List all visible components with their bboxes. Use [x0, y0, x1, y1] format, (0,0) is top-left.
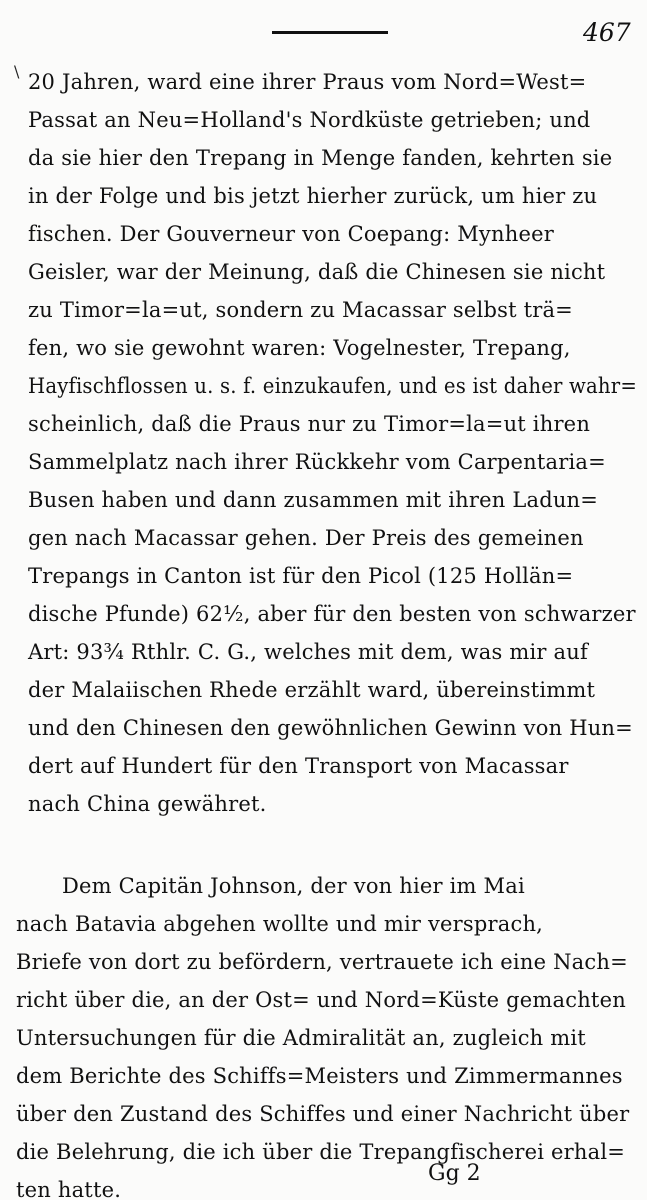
text-line: gen nach Macassar gehen. Der Preis des gemeinen [28, 526, 584, 550]
text-line: nach China gewähret. [28, 792, 267, 816]
text-line: Trepangs in Canton ist für den Picol (125 Hollän= [28, 564, 574, 588]
text-line: Geisler, war der Meinung, daß die Chinesen sie nicht [28, 260, 606, 284]
text-line: Dem Capitän Johnson, der von hier im Mai [62, 874, 525, 898]
text-line: der Malaiischen Rhede erzählt ward, übereinstimmt [28, 678, 596, 702]
page-number: 467 [583, 18, 631, 47]
text-line: Hayfischflossen u. s. f. einzukaufen, und es ist daher wahr= [28, 374, 637, 398]
text-line: Sammelplatz nach ihrer Rückkehr vom Carpentaria= [28, 450, 606, 474]
text-line: Untersuchungen für die Admiralität an, zugleich mit [16, 1026, 586, 1050]
text-line: dert auf Hundert für den Transport von Macassar [28, 754, 569, 778]
text-line: richt über die, an der Ost= und Nord=Küste gemachten [16, 988, 626, 1012]
text-line: die Belehrung, die ich über die Trepangfischerei erhal= [16, 1140, 626, 1164]
header-rule [272, 31, 388, 34]
text-line: Passat an Neu=Holland's Nordküste getrieben; und [28, 108, 591, 132]
text-line: in der Folge und bis jetzt hierher zurück, um hier zu [28, 184, 598, 208]
signature-mark: Gg 2 [428, 1161, 481, 1186]
text-line: da sie hier den Trepang in Menge fanden, kehrten sie [28, 146, 613, 170]
text-line: zu Timor=la=ut, sondern zu Macassar selbst trä= [28, 298, 573, 322]
text-line: über den Zustand des Schiffes und einer Nachricht über [16, 1102, 630, 1126]
text-line: scheinlich, daß die Praus nur zu Timor=la=ut ihren [28, 412, 591, 436]
text-line: ten hatte. [16, 1178, 122, 1202]
text-line: Briefe von dort zu befördern, vertrauete ich eine Nach= [16, 950, 628, 974]
text-line: Busen haben und dann zusammen mit ihren Ladun= [28, 488, 599, 512]
text-line: dem Berichte des Schiffs=Meisters und Zimmermannes [16, 1064, 623, 1088]
text-line: und den Chinesen den gewöhnlichen Gewinn von Hun= [28, 716, 633, 740]
text-line: nach Batavia abgehen wollte und mir versprach, [16, 912, 544, 936]
text-line: 20 Jahren, ward eine ihrer Praus vom Nord=West= [28, 70, 587, 94]
margin-mark: \ [14, 62, 20, 81]
text-line: Art: 93¾ Rthlr. C. G., welches mit dem, was mir auf [28, 640, 588, 664]
text-line: fischen. Der Gouverneur von Coepang: Mynheer [28, 222, 554, 246]
text-line: dische Pfunde) 62½, aber für den besten von schwarzer [28, 602, 636, 626]
text-line: fen, wo sie gewohnt waren: Vogelnester, Trepang, [28, 336, 571, 360]
